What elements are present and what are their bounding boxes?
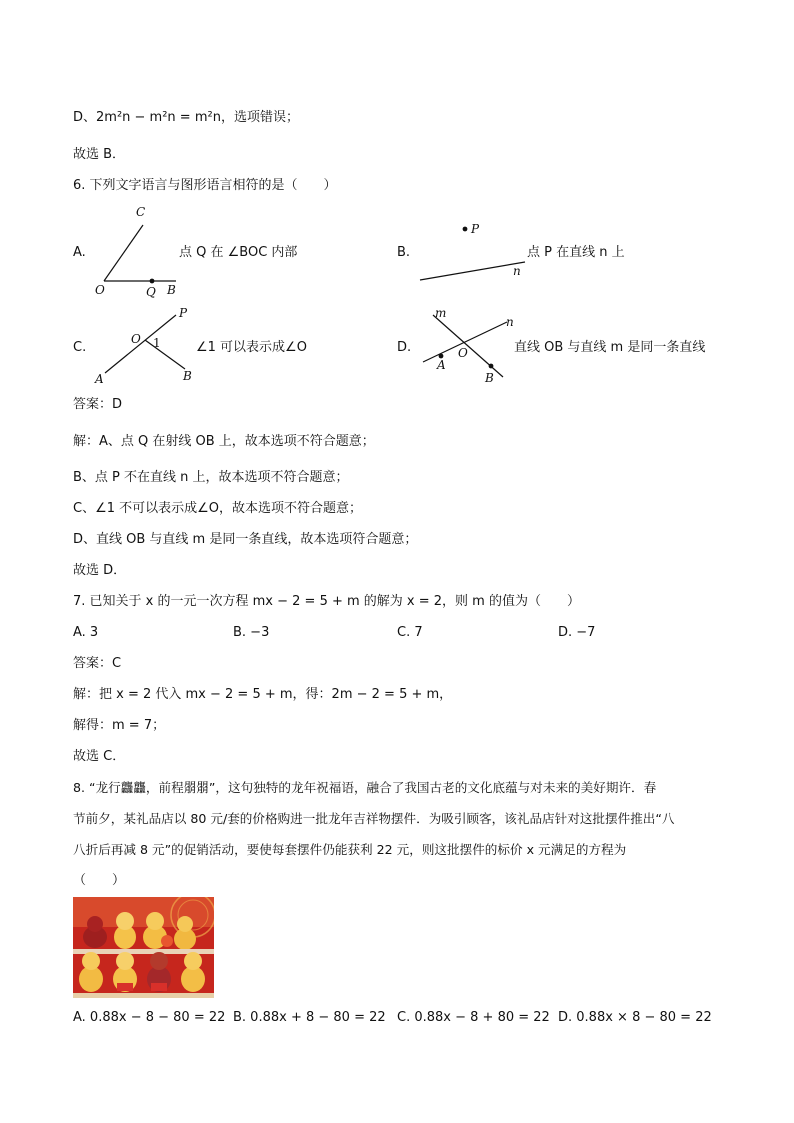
q6-option-d-letter: D. xyxy=(397,340,412,355)
q8-stem-line: 8. “龙行龘龘，前程朤朤”，这句独特的龙年祝福语，融合了我国古老的文化底蕴与对未来的美好期许．春 xyxy=(73,780,657,795)
q8-option-c: C. 0.88x − 8 + 80 = 22 xyxy=(397,1010,550,1025)
point-b-label: B xyxy=(167,283,176,297)
q7-solution-line: 解得：m = 7； xyxy=(73,718,166,733)
line-n-label: n xyxy=(506,315,514,329)
point-o-label: O xyxy=(458,346,468,360)
point-c-label: C xyxy=(136,205,146,219)
point-p-label: P xyxy=(179,306,188,320)
q8-stem-line: （ ） xyxy=(73,873,126,888)
q6-stem: 6. 下列文字语言与图形语言相符的是（ ） xyxy=(73,178,337,193)
q6-option-c-text: ∠1 可以表示成∠O xyxy=(196,340,307,355)
q7-option-c: C. 7 xyxy=(397,625,423,640)
q5-choose: 故选 B． xyxy=(73,147,126,162)
q7-stem: 7. 已知关于 x 的一元一次方程 mx − 2 = 5 + m 的解为 x = 2，则 m 的值为（ ） xyxy=(73,594,580,609)
q6-option-d-text: 直线 OB 与直线 m 是同一条直线 xyxy=(514,340,706,355)
q8-option-a: A. 0.88x − 8 − 80 = 22 xyxy=(73,1010,226,1025)
q5-option-d-line: D、2m²n − m²n = m²n，选项错误； xyxy=(73,110,299,125)
q6-option-d-figure xyxy=(415,305,525,390)
point-b-label: B xyxy=(485,371,494,385)
q6-option-b-letter: B. xyxy=(397,245,411,260)
point-o-label: O xyxy=(131,332,141,346)
point-q-label: Q xyxy=(146,285,156,299)
q8-stem-line: 节前夕，某礼品店以 80 元/套的价格购进一批龙年吉祥物摆件．为吸引顾客，该礼品店针对这批摆件推出“八 xyxy=(73,811,675,826)
q7-solution-line: 解：把 x = 2 代入 mx − 2 = 5 + m，得：2m − 2 = 5 + m， xyxy=(73,687,453,702)
q6-solution-line: 解：A、点 Q 在射线 OB 上，故本选项不符合题意； xyxy=(73,434,375,449)
q6-option-a-text: 点 Q 在 ∠BOC 内部 xyxy=(179,245,298,260)
q6-solution-line: D、直线 OB 与直线 m 是同一条直线，故本选项符合题意； xyxy=(73,532,418,547)
q7-choose: 故选 C． xyxy=(73,749,126,764)
line-m-label: m xyxy=(435,306,447,320)
q7-answer: 答案：C xyxy=(73,656,122,671)
q6-option-b-figure xyxy=(415,218,535,283)
q7-option-d: D. −7 xyxy=(558,625,596,640)
q6-choose: 故选 D． xyxy=(73,563,127,578)
dragon-figurines-photo xyxy=(73,897,214,998)
point-a-label: A xyxy=(437,358,446,372)
point-a-label: A xyxy=(95,372,104,386)
q8-option-d: D. 0.88x × 8 − 80 = 22 xyxy=(558,1010,712,1025)
q6-solution-line: B、点 P 不在直线 n 上，故本选项不符合题意； xyxy=(73,470,349,485)
q6-option-a-letter: A. xyxy=(73,245,86,260)
q6-option-c-figure xyxy=(90,305,200,390)
q6-option-b-text: 点 P 在直线 n 上 xyxy=(527,245,625,260)
point-o-label: O xyxy=(95,283,105,297)
point-b-label: B xyxy=(183,369,192,383)
line-n-label: n xyxy=(513,264,521,278)
point-p-label: P xyxy=(471,222,480,236)
angle-1-label: 1 xyxy=(153,336,161,350)
q6-option-c-letter: C. xyxy=(73,340,87,355)
q8-stem-line: 八折后再减 8 元”的促销活动，要使每套摆件仍能获利 22 元，则这批摆件的标价 x 元满足的方程为 xyxy=(73,842,627,857)
q7-option-a: A. 3 xyxy=(73,625,99,640)
q8-option-b: B. 0.88x + 8 − 80 = 22 xyxy=(233,1010,386,1025)
q6-solution-line: C、∠1 不可以表示成∠O，故本选项不符合题意； xyxy=(73,501,363,516)
q6-answer: 答案：D xyxy=(73,397,123,412)
q7-option-b: B. −3 xyxy=(233,625,270,640)
